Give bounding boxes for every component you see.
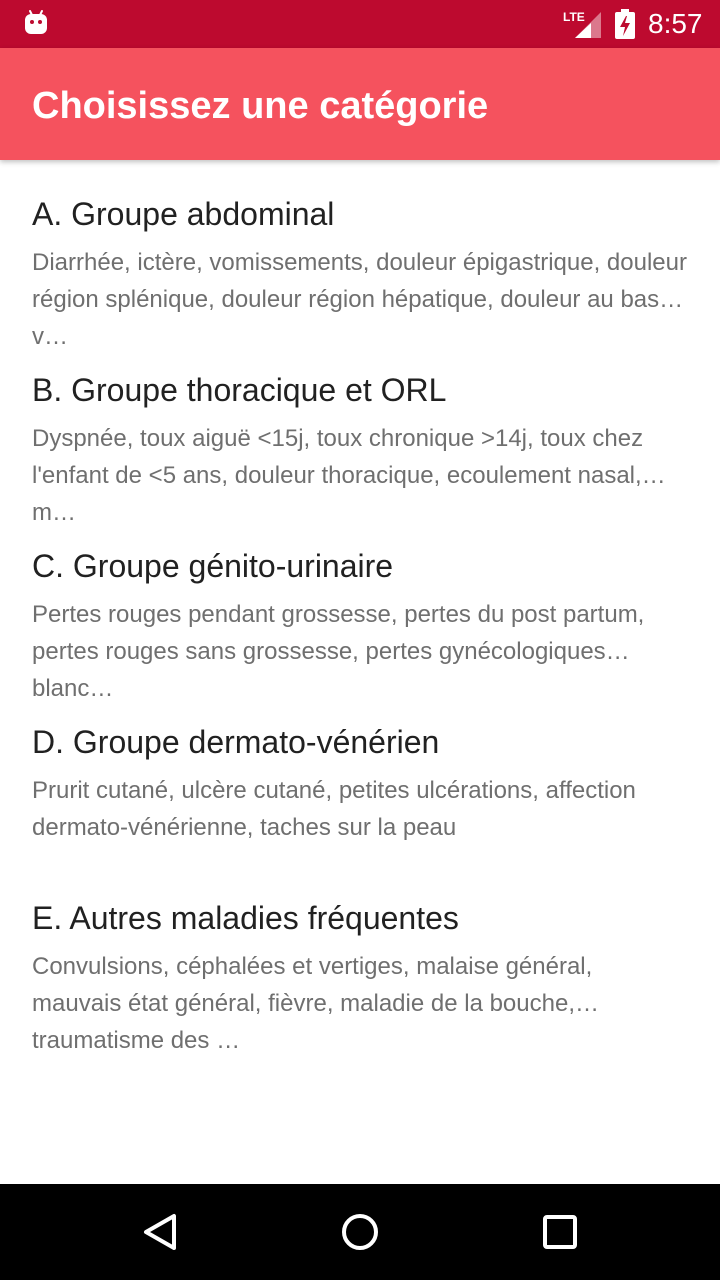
status-clock: 8:57 [648, 8, 703, 39]
category-item-abdominal[interactable] [0, 160, 720, 350]
category-list [0, 160, 720, 1184]
category-description: Prurit cutané, ulcère cutané, petites ulcérations, affection dermato-vénérienne, taches sur la peau [32, 777, 636, 841]
category-title: C. Groupe génito-urinaire [32, 548, 394, 584]
recents-icon[interactable] [536, 1208, 584, 1256]
status-bar [0, 0, 720, 48]
category-description: Convulsions, céphalées et vertiges, malaise général, mauvais état général, fièvre, maladie de la bouche, traumatisme des … [32, 953, 593, 1054]
android-debug-icon [24, 10, 48, 36]
network-label: LTE [563, 10, 585, 24]
home-icon[interactable] [336, 1208, 384, 1256]
category-title: A. Groupe abdominal [32, 196, 335, 232]
category-item-genito-urinaire[interactable] [0, 512, 720, 702]
category-title: B. Groupe thoracique et ORL [32, 372, 447, 408]
category-title: E. Autres maladies fréquentes [32, 900, 459, 936]
category-item-dermato-venerien[interactable] [0, 688, 720, 864]
category-item-thoracique[interactable] [0, 336, 720, 526]
page-title: Choisissez une catégorie [32, 85, 489, 127]
back-icon[interactable] [136, 1208, 184, 1256]
category-description: Dyspnée, toux aiguë <15j, toux chronique >14j, toux chez l'enfant de <5 ans, douleur thoracique, ecoulement nasal, m… [32, 425, 644, 526]
lte-signal-icon [563, 9, 603, 39]
navigation-bar [0, 1184, 720, 1280]
category-item-autres-maladies[interactable] [0, 864, 720, 1054]
category-title: D. Groupe dermato-vénérien [32, 724, 440, 760]
app-bar [0, 48, 720, 160]
battery-charging-icon [614, 9, 636, 39]
category-description: Pertes rouges pendant grossesse, pertes du post partum, pertes rouges sans grossesse, pertes gynécologiques blanc… [32, 601, 645, 702]
category-description: Diarrhée, ictère, vomissements, douleur épigastrique, douleur région splénique, douleur région hépatique, douleur au bas v… [32, 249, 687, 350]
